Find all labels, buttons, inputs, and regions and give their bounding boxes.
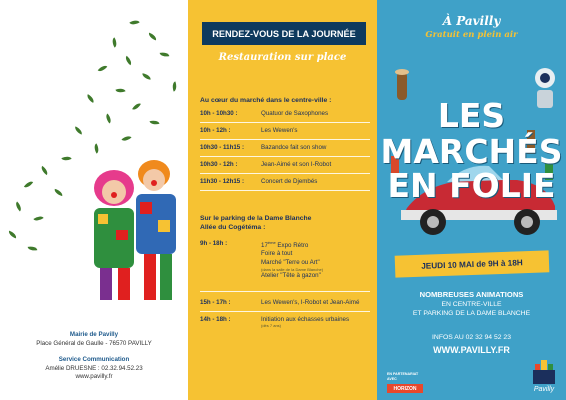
leaf-icon (61, 154, 71, 162)
leaf-icon (171, 81, 179, 91)
service-person: Amélie DRUESNE : 02.32.94.52.23 (45, 364, 143, 372)
horizon-logo: HORIZON (387, 384, 423, 393)
schedule-row (200, 140, 370, 157)
leaf-icon (28, 245, 38, 251)
leaf-icon (98, 63, 108, 73)
gratuit-tagline: Gratuit en plein air (425, 30, 518, 40)
title-line2: MARCHÉS (380, 132, 563, 171)
leaf-icon (24, 179, 33, 189)
partner-label: EN PARTENARIAT AVEC (387, 372, 419, 381)
row-time: 10h - 10h30 : (200, 110, 238, 117)
leaf-icon (73, 126, 83, 134)
title-line1: LES (437, 96, 506, 135)
row-time: 11h30 - 12h15 : (200, 178, 245, 185)
leaf-icon (121, 134, 131, 144)
leaf-icon (110, 37, 119, 47)
leaf-icon (147, 33, 157, 41)
leaf-icon (39, 166, 49, 175)
row-event: Les Wewen's (261, 127, 298, 134)
leaf-icon (14, 202, 24, 212)
contact-service (0, 356, 188, 382)
row-time: 10h30 - 12h : (200, 161, 238, 168)
marche-line: Marché "Terre ou Art" (261, 258, 320, 266)
schedule-row (200, 174, 370, 191)
marche-note: (dans la salle de la Dame Blanche) (261, 267, 324, 273)
row-event: Initiation aux échasses urbaines (dès 7 ans) (261, 316, 350, 328)
schedule-row (200, 106, 370, 123)
schedule-row (200, 123, 370, 140)
leaf-icon (85, 94, 95, 103)
leaf-icon (132, 101, 141, 111)
pavilly-logo-text: Pavilly (533, 386, 555, 393)
leaf-icon (150, 119, 160, 126)
section2-title-line2: Allée du Cogétéma : (200, 224, 266, 231)
row-event: Jean-Aimé et son I-Robot (261, 161, 332, 168)
expo-retro-line: 17ème Expo Rétro (261, 240, 309, 250)
schedule-row (200, 157, 370, 174)
section1-title: Au cœur du marché dans le centre-ville : (200, 97, 332, 104)
row-time: 10h - 12h : (200, 127, 231, 134)
leaf-icon (142, 73, 152, 79)
row-time: 15h - 17h : (200, 299, 231, 306)
atelier-line: Atelier "Tête à gazon" (261, 272, 321, 280)
row-event: Concert de Djembés (261, 178, 318, 185)
program-banner: RENDEZ-VOUS DE LA JOURNÉE (202, 22, 366, 45)
mairie-heading: Mairie de Pavilly (69, 331, 119, 338)
leaf-icon (123, 56, 133, 66)
row-time: 10h30 - 11h15 : (200, 144, 245, 151)
animations-text (377, 290, 566, 318)
age-note: (dès 7 ans) (261, 323, 282, 328)
infos-phone: INFOS AU 02 32 94 52 23 (432, 334, 511, 341)
row-time: 9h - 18h : (200, 240, 228, 247)
row-event: Les Wewen's, I-Robot et Jean-Aimé (261, 299, 360, 306)
program-panel (188, 0, 377, 400)
leaf-icon (115, 87, 125, 95)
row-event: Bazandce fait son show (261, 144, 327, 151)
schedule-row (200, 236, 370, 292)
cover-panel (377, 0, 566, 400)
leaf-icon (33, 214, 43, 223)
a-pavilly: À Pavilly (442, 14, 501, 28)
leaf-icon (129, 18, 139, 27)
section2-title (200, 214, 311, 232)
anim-line1: NOMBREUSES ANIMATIONS (419, 290, 524, 299)
left-panel (0, 0, 188, 400)
row-event: Quatuor de Saxophones (261, 110, 329, 117)
event-date-badge: JEUDI 10 MAI de 9H à 18H (395, 250, 550, 277)
anim-line2: EN CENTRE-VILLE (441, 301, 502, 308)
title-line3: EN FOLIE (387, 166, 556, 205)
leaf-icon (104, 113, 114, 123)
leaf-icon (160, 51, 170, 57)
row-time: 14h - 18h : (200, 316, 231, 323)
service-website[interactable]: www.pavilly.fr (75, 373, 113, 381)
mairie-address: Place Général de Gaulle - 76570 PAVILLY (36, 339, 152, 347)
foire-line: Foire à tout (261, 250, 293, 258)
leaf-icon (54, 189, 64, 196)
restauration-subtitle: Restauration sur place (218, 52, 347, 63)
clowns-photo (84, 150, 188, 300)
schedule-row (200, 312, 370, 332)
website-link[interactable]: WWW.PAVILLY.FR (433, 345, 510, 355)
section2-title-line1: Sur le parking de la Dame Blanche (200, 215, 312, 222)
row-event-list (261, 239, 323, 281)
anim-line3: ET PARKING DE LA DAME BLANCHE (412, 310, 531, 317)
schedule-row (200, 295, 370, 312)
leaf-icon (7, 231, 17, 239)
service-heading: Service Communication (58, 356, 130, 363)
contact-mairie (0, 331, 188, 348)
